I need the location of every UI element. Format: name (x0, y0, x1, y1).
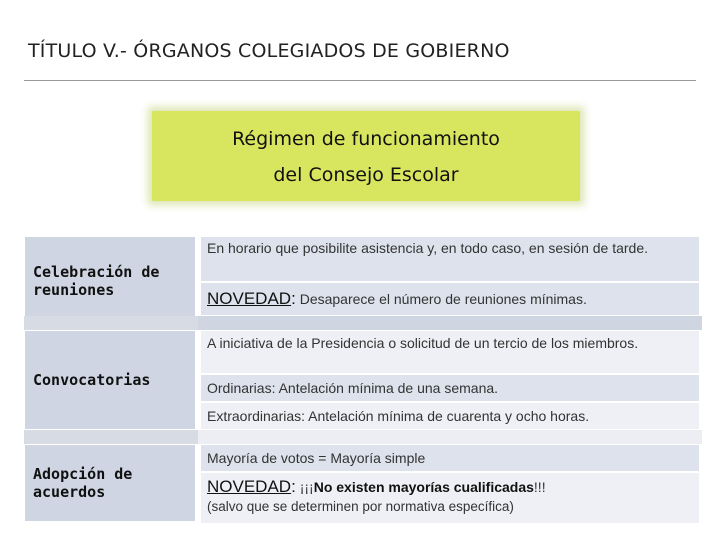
acuerdos-novedad-bold: No existen mayorías cualificadas (313, 479, 534, 495)
title-divider (24, 80, 696, 81)
convocatorias-item-ordinarias (200, 374, 700, 402)
callout-line-1: Régimen de funcionamiento (232, 128, 500, 150)
acuerdos-novedad-suffix: !!! (533, 479, 546, 495)
section-label-convocatorias: Convocatorias (24, 330, 196, 430)
row-separator (24, 316, 702, 330)
row-separator (24, 430, 702, 444)
acuerdos-note: (salvo que se determinen por normativa específica) (207, 499, 514, 514)
section-label-reuniones: Celebración de reuniones (24, 236, 196, 328)
novedad-colon: : (291, 289, 296, 308)
callout-line-2: del Consejo Escolar (273, 164, 459, 186)
acuerdos-item-novedad (200, 472, 700, 524)
convocatorias-item-iniciativa (200, 330, 700, 374)
reuniones-item-horario (200, 236, 700, 282)
novedad-label: NOVEDAD (207, 477, 292, 496)
reuniones-novedad-text: Desaparece el número de reuniones mínimas. (299, 291, 587, 307)
convocatorias-ordinarias-text: Ordinarias: Antelación mínima de una semana. (207, 380, 499, 396)
acuerdos-item-mayoria (200, 444, 700, 472)
acuerdos-novedad-prefix: ¡¡¡ (299, 479, 314, 495)
reuniones-horario-text: En horario que posibilite asistencia y, en todo caso, en sesión de tarde. (207, 240, 649, 256)
page-title: TÍTULO V.- ÓRGANOS COLEGIADOS DE GOBIERNO (28, 40, 510, 62)
novedad-label: NOVEDAD (207, 289, 292, 308)
novedad-colon: : (291, 477, 296, 496)
acuerdos-mayoria-text: Mayoría de votos = Mayoría simple (207, 450, 426, 466)
convocatorias-item-extraordinarias (200, 402, 700, 430)
reuniones-item-novedad (200, 282, 700, 316)
convocatorias-extraordinarias-text: Extraordinarias: Antelación mínima de cuarenta y ocho horas. (207, 408, 590, 424)
callout-box (152, 111, 580, 201)
convocatorias-iniciativa-text: A iniciativa de la Presidencia o solicitud de un tercio de los miembros. (207, 335, 639, 351)
section-label-acuerdos: Adopción de acuerdos (24, 444, 196, 522)
